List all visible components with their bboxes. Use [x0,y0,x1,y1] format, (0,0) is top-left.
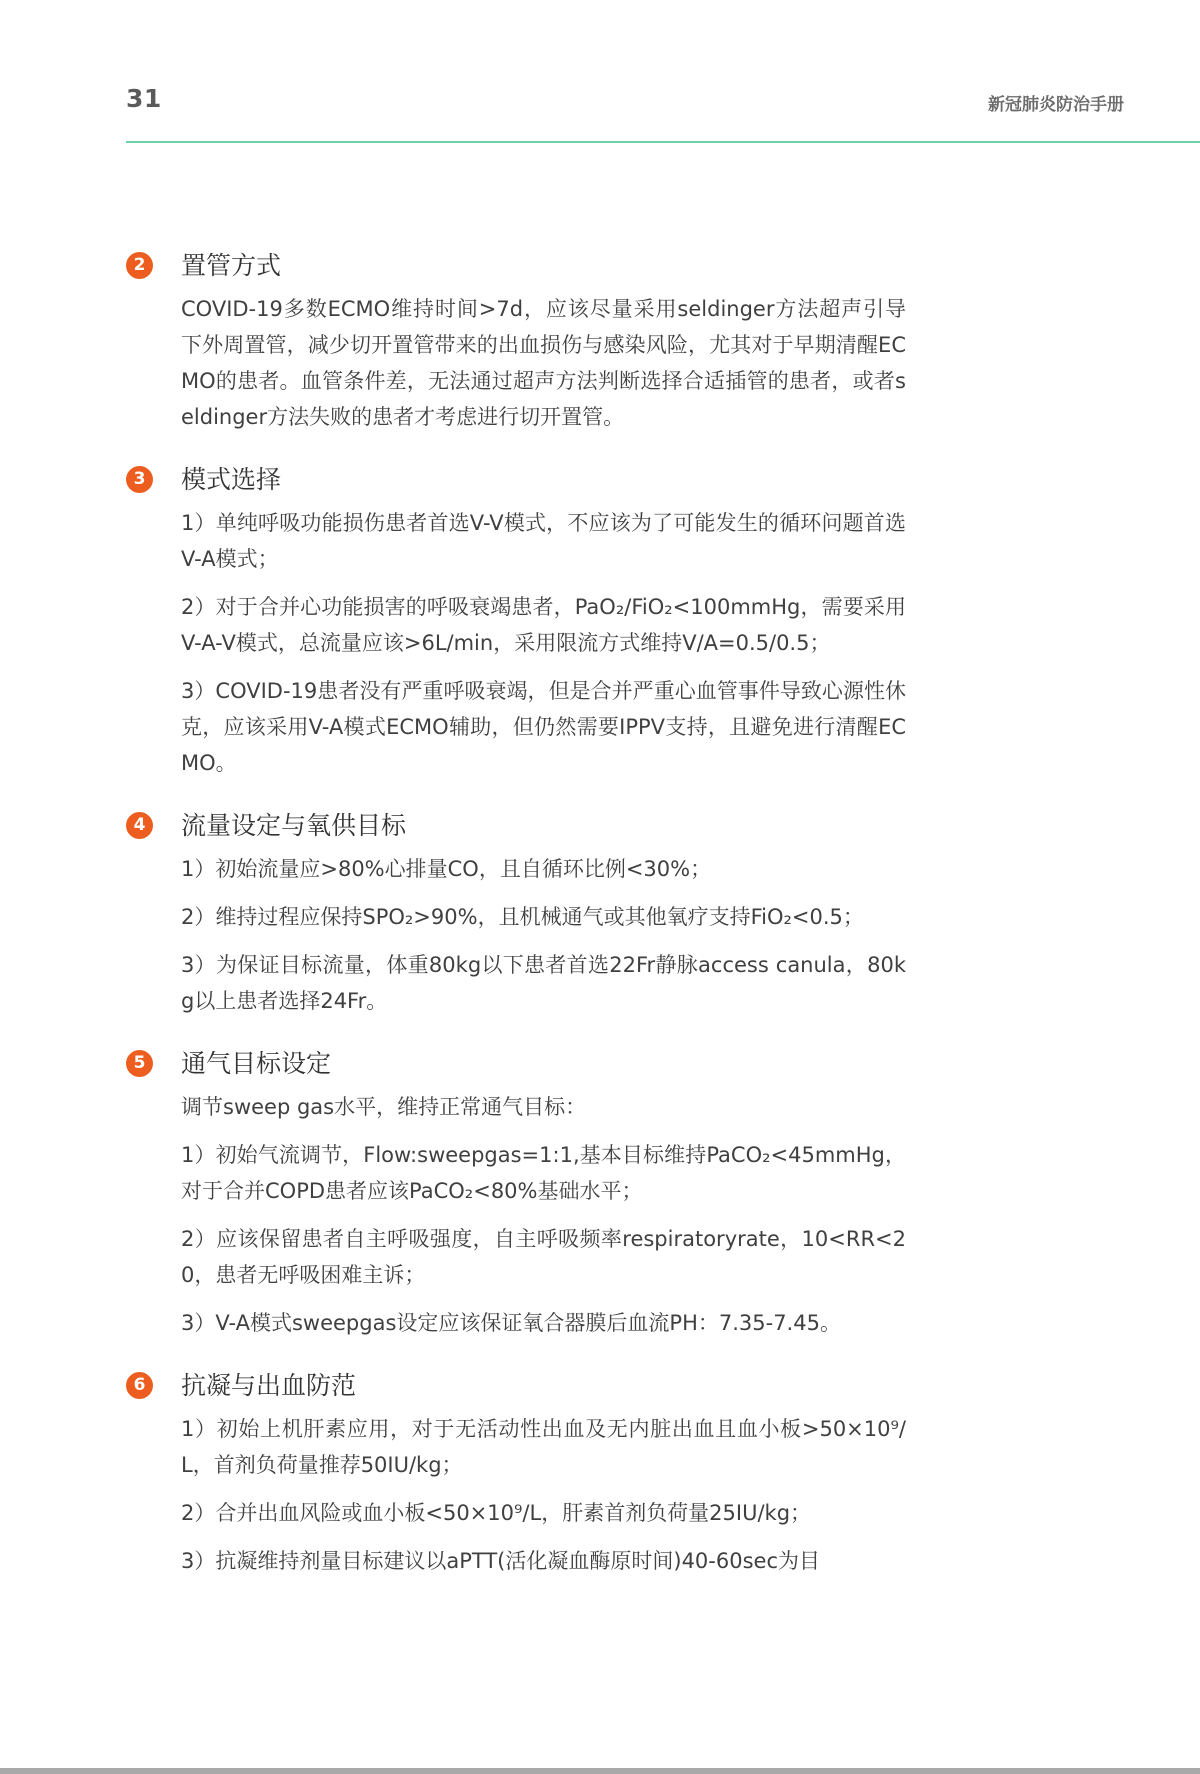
section-number-badge: 2 [126,252,153,279]
page-bottom-edge [0,1768,1200,1774]
running-title: 新冠肺炎防治手册 [988,95,1124,115]
section-heading [126,1365,906,1405]
document-content [126,245,906,1603]
section-number-badge: 4 [126,812,153,839]
paragraph: COVID-19多数ECMO维持时间>7d，应该尽量采用seldinger方法超声引导下外周置管，减少切开置管带来的出血损伤与感染风险，尤其对于早期清醒ECMO的患者。血管条件差，无法通过超声方法判断选择合适插管的患者，或者seldinger方法失败的患者才考虑进行切开置管。 [181,297,906,429]
section-title: 置管方式 [181,250,282,280]
paragraph: 3）为保证目标流量，体重80kg以下患者首选22Fr静脉access canula，80kg以上患者选择24Fr。 [181,953,906,1013]
section-mode-selection [126,459,906,781]
section-heading [126,245,906,285]
paragraph: 1）初始流量应>80%心排量CO，且自循环比例<30%； [181,857,712,881]
paragraph: 1）初始气流调节，Flow:sweepgas=1:1,基本目标维持PaCO₂<45mmHg，对于合并COPD患者应该PaCO₂<80%基础水平； [181,1143,906,1203]
section-title: 抗凝与出血防范 [181,1370,357,1400]
section-number-badge: 6 [126,1372,153,1399]
section-heading [126,1043,906,1083]
section-body [181,505,906,781]
paragraph: 1）单纯呼吸功能损伤患者首选V-V模式，不应该为了可能发生的循环问题首选V-A模式； [181,511,906,571]
paragraph: 2）维持过程应保持SPO₂>90%，且机械通气或其他氧疗支持FiO₂<0.5； [181,905,864,929]
paragraph: 2）应该保留患者自主呼吸强度，自主呼吸频率respiratoryrate，10<RR<20，患者无呼吸困难主诉； [181,1227,906,1287]
section-number-badge: 5 [126,1050,153,1077]
section-title: 流量设定与氧供目标 [181,810,407,840]
paragraph: 3）COVID-19患者没有严重呼吸衰竭，但是合并严重心血管事件导致心源性休克，应该采用V-A模式ECMO辅助，但仍然需要IPPV支持，且避免进行清醒ECMO。 [181,679,906,775]
section-heading [126,459,906,499]
section-body [181,1411,906,1579]
section-anticoagulation [126,1365,906,1579]
section-heading [126,805,906,845]
section-body [181,851,906,1019]
page-header [0,0,1200,145]
header-divider [126,141,1200,143]
section-catheterization [126,245,906,435]
paragraph: 调节sweep gas水平，维持正常通气目标： [181,1095,587,1119]
paragraph: 2）对于合并心功能损害的呼吸衰竭患者，PaO₂/FiO₂<100mmHg，需要采用V-A-V模式，总流量应该>6L/min，采用限流方式维持V/A=0.5/0.5； [181,595,906,655]
section-body [181,291,906,435]
section-number-badge: 3 [126,466,153,493]
paragraph: 1）初始上机肝素应用，对于无活动性出血及无内脏出血且血小板>50×10⁹/L，首剂负荷量推荐50IU/kg； [181,1417,906,1477]
section-title: 通气目标设定 [181,1048,332,1078]
section-title: 模式选择 [181,464,282,494]
section-flow-oxygen [126,805,906,1019]
page-number: 31 [126,84,162,113]
paragraph: 3）V-A模式sweepgas设定应该保证氧合器膜后血流PH：7.35-7.45。 [181,1311,841,1335]
section-ventilation [126,1043,906,1341]
paragraph: 3）抗凝维持剂量目标建议以aPTT(活化凝血酶原时间)40-60sec为目 [181,1549,820,1573]
section-body [181,1089,906,1341]
paragraph: 2）合并出血风险或血小板<50×10⁹/L，肝素首剂负荷量25IU/kg； [181,1501,812,1525]
